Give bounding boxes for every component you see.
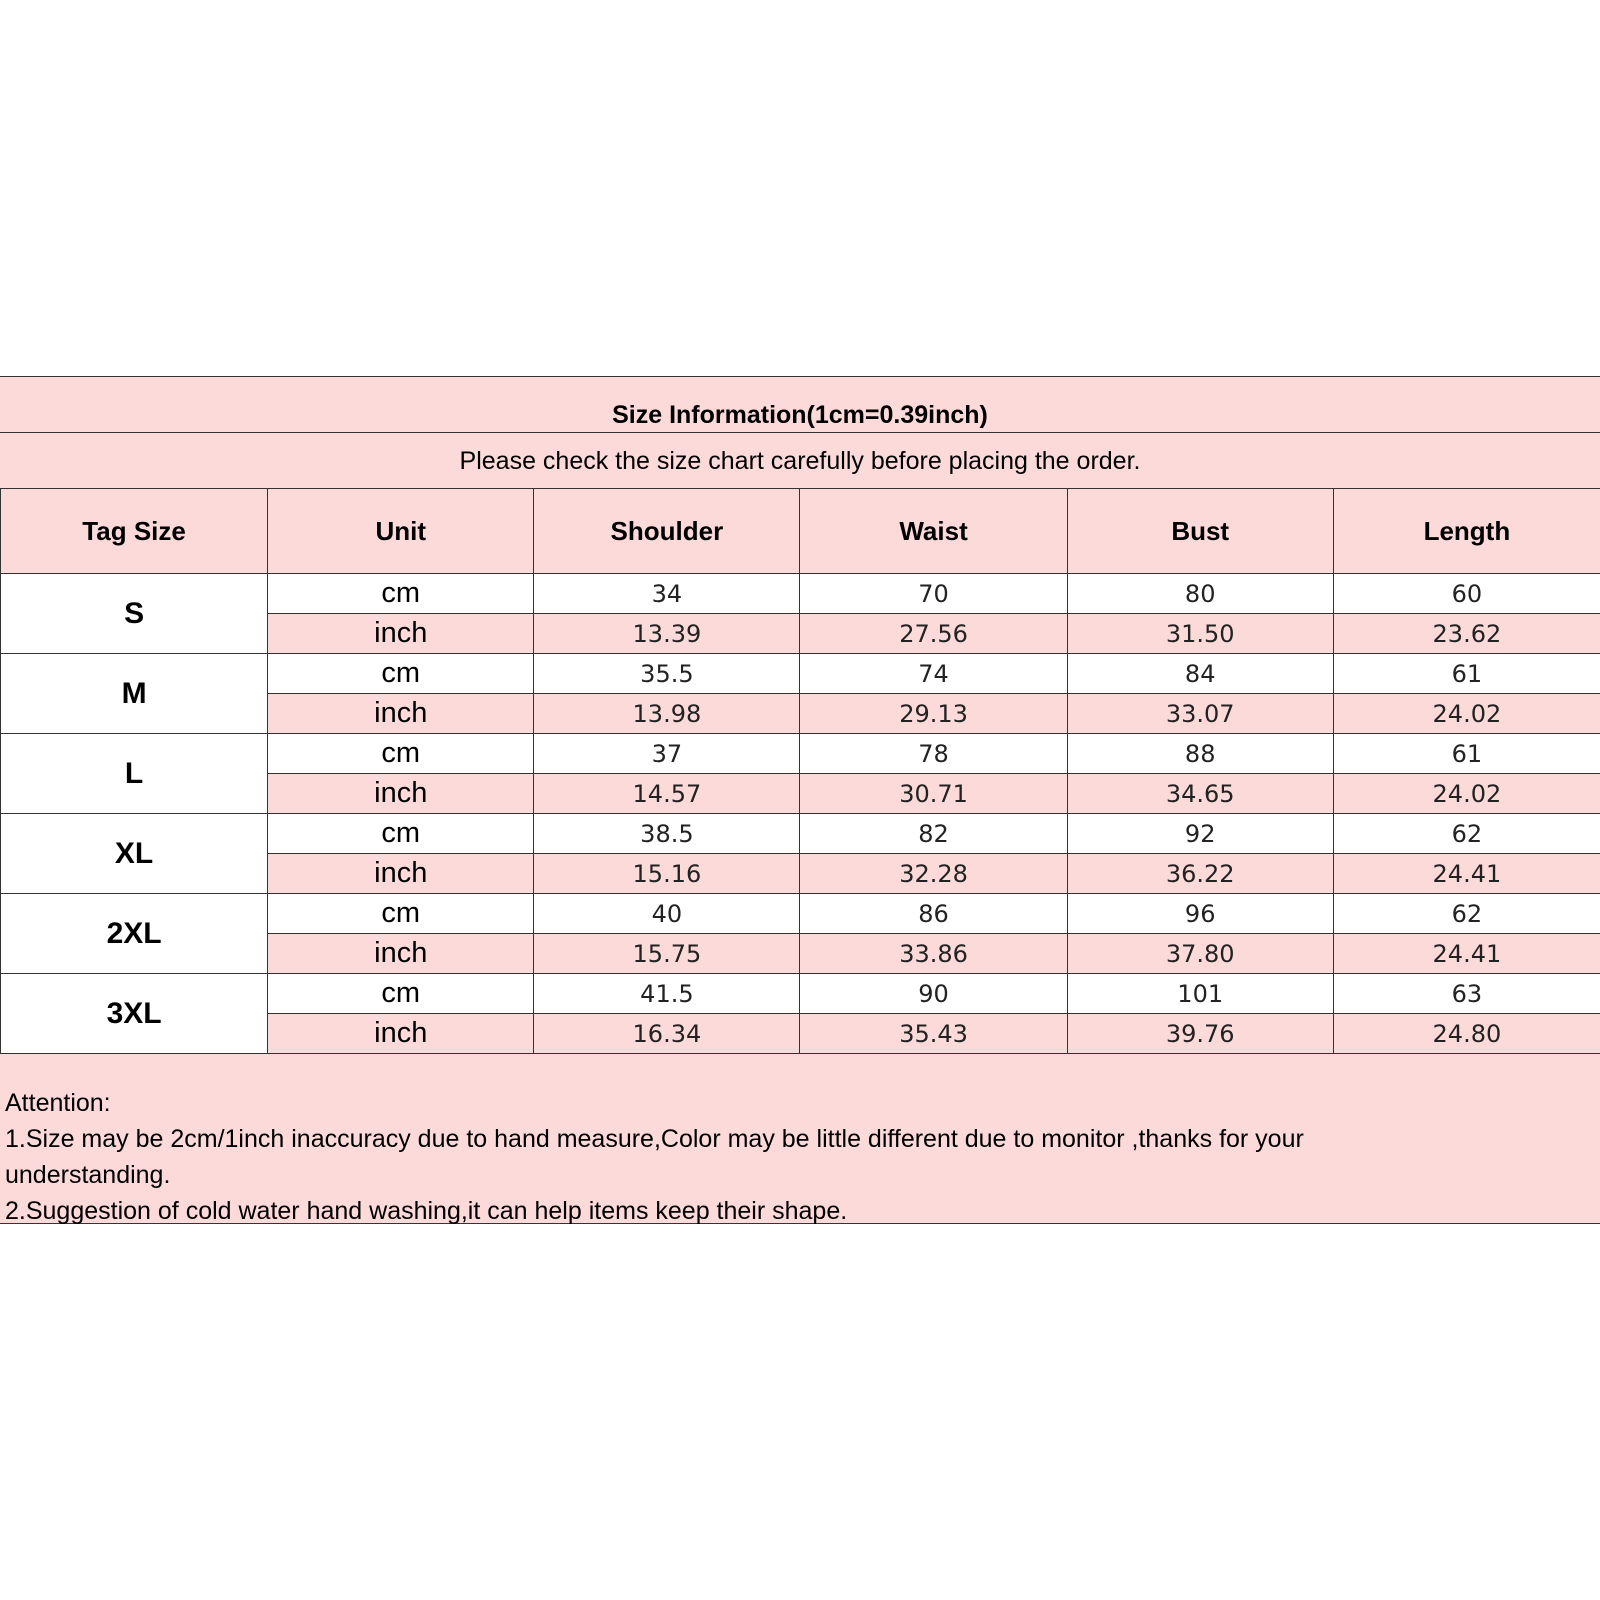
unit-cell: cm [268,734,534,774]
unit-cell: inch [268,854,534,894]
note-line-2: 2.Suggestion of cold water hand washing,it can help items keep their shape. [5,1197,848,1225]
value-cell: 13.39 [534,614,800,654]
value-cell: 37 [534,734,800,774]
tag-size-cell: M [1,654,268,734]
value-cell: 86 [800,894,1067,934]
value-cell: 90 [800,974,1067,1014]
title-band [0,377,1600,433]
unit-cell: inch [268,614,534,654]
value-cell: 40 [534,894,800,934]
value-cell: 70 [800,574,1067,614]
value-cell: 78 [800,734,1067,774]
header-bust: Bust [1067,489,1333,574]
value-cell: 14.57 [534,774,800,814]
value-cell: 24.80 [1333,1014,1600,1054]
value-cell: 31.50 [1067,614,1333,654]
value-cell: 84 [1067,654,1333,694]
unit-cell: inch [268,1014,534,1054]
size-chart [0,376,1600,1224]
value-cell: 37.80 [1067,934,1333,974]
tag-size-cell: 2XL [1,894,268,974]
value-cell: 35.5 [534,654,800,694]
header-tag-size: Tag Size [1,489,268,574]
size-table [0,488,1600,1054]
chart-subtitle: Please check the size chart carefully before placing the order. [459,447,1141,475]
value-cell: 88 [1067,734,1333,774]
table-row [1,894,1600,934]
value-cell: 61 [1333,654,1600,694]
value-cell: 24.41 [1333,854,1600,894]
value-cell: 15.75 [534,934,800,974]
value-cell: 92 [1067,814,1333,854]
unit-cell: inch [268,774,534,814]
value-cell: 15.16 [534,854,800,894]
value-cell: 35.43 [800,1014,1067,1054]
unit-cell: inch [268,934,534,974]
value-cell: 33.86 [800,934,1067,974]
tag-size-cell: 3XL [1,974,268,1054]
header-waist: Waist [800,489,1067,574]
header-row [1,489,1600,574]
value-cell: 13.98 [534,694,800,734]
value-cell: 30.71 [800,774,1067,814]
attention-notes [5,1085,1590,1229]
value-cell: 39.76 [1067,1014,1333,1054]
value-cell: 34.65 [1067,774,1333,814]
unit-cell: inch [268,694,534,734]
value-cell: 27.56 [800,614,1067,654]
table-row [1,574,1600,614]
table-row [1,654,1600,694]
value-cell: 34 [534,574,800,614]
value-cell: 80 [1067,574,1333,614]
value-cell: 38.5 [534,814,800,854]
table-row [1,814,1600,854]
value-cell: 101 [1067,974,1333,1014]
value-cell: 24.41 [1333,934,1600,974]
value-cell: 24.02 [1333,694,1600,734]
header-length: Length [1333,489,1600,574]
value-cell: 82 [800,814,1067,854]
tag-size-cell: L [1,734,268,814]
value-cell: 41.5 [534,974,800,1014]
value-cell: 36.22 [1067,854,1333,894]
value-cell: 74 [800,654,1067,694]
header-shoulder: Shoulder [534,489,800,574]
value-cell: 63 [1333,974,1600,1014]
value-cell: 62 [1333,894,1600,934]
note-line-1a: 1.Size may be 2cm/1inch inaccuracy due to hand measure,Color may be little different due to monitor ,thanks for your [5,1125,1304,1153]
value-cell: 96 [1067,894,1333,934]
subtitle-band [0,433,1600,489]
notes-heading: Attention: [5,1089,111,1117]
table-row [1,974,1600,1014]
tag-size-cell: XL [1,814,268,894]
header-unit: Unit [268,489,534,574]
table-body [1,574,1600,1054]
chart-title: Size Information(1cm=0.39inch) [612,401,988,429]
unit-cell: cm [268,814,534,854]
value-cell: 16.34 [534,1014,800,1054]
unit-cell: cm [268,654,534,694]
value-cell: 32.28 [800,854,1067,894]
unit-cell: cm [268,574,534,614]
note-line-1b: understanding. [5,1161,171,1189]
value-cell: 62 [1333,814,1600,854]
value-cell: 23.62 [1333,614,1600,654]
value-cell: 24.02 [1333,774,1600,814]
value-cell: 61 [1333,734,1600,774]
value-cell: 29.13 [800,694,1067,734]
unit-cell: cm [268,974,534,1014]
table-row [1,734,1600,774]
unit-cell: cm [268,894,534,934]
value-cell: 60 [1333,574,1600,614]
value-cell: 33.07 [1067,694,1333,734]
tag-size-cell: S [1,574,268,654]
